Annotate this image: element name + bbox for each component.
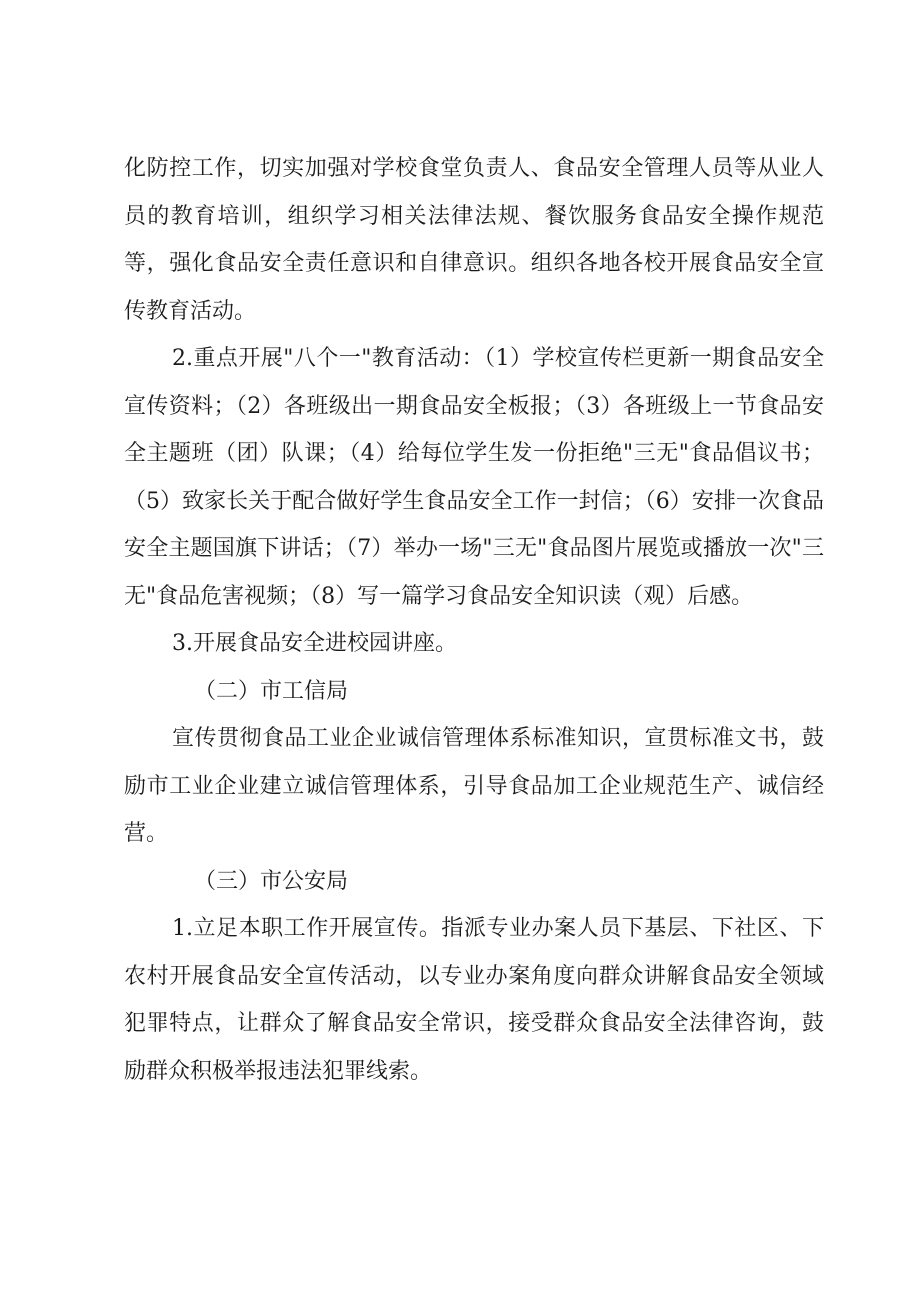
paragraph-item-3: 3.开展食品安全进校园讲座。 <box>172 631 457 656</box>
paragraph-continuation: 化防控工作，切实加强对学校食堂负责人、食品安全管理人员等从业人员的教育培训，组织学习相关法律法规、餐饮服务食品安全操作规范等，强化食品安全责任意识和自律意识。组织各地各校开展食品安全宣传教育活动。 <box>124 156 824 324</box>
section-heading-industry-bureau: （二）市工信局 <box>194 678 349 704</box>
paragraph-industry-bureau: 宣传贯彻食品工业企业诚信管理体系标准知识，宣贯标准文书，鼓励市工业企业建立诚信管理体系，引导食品加工企业规范生产、诚信经营。 <box>124 726 824 846</box>
paragraph-item-2: 2.重点开展"八个一"教育活动：（1）学校宣传栏更新一期食品安全宣传资料；（2）各班级出一期食品安全板报；（3）各班级上一节食品安全主题班（团）队课；（4）给每位学生发一份拒绝"三无"食品倡议书；（5）致家长关于配合做好学生食品安全工作一封信；（6）安排一次食品安全主题国旗下讲话；（7）举办一场"三无"食品图片展览或播放一次"三无"食品危害视频；（8）写一篇学习食品安全知识读（观）后感。 <box>124 346 824 609</box>
paragraph-public-security-item-1: 1.立足本职工作开展宣传。指派专业办案人员下基层、下社区、下农村开展食品安全宣传活动，以专业办案角度向群众讲解食品安全领域犯罪特点，让群众了解食品安全常识，接受群众食品安全法律咨询，鼓励群众积极举报违法犯罪线索。 <box>124 916 824 1084</box>
section-heading-public-security-bureau: （三）市公安局 <box>194 868 349 894</box>
document-body <box>124 145 824 1095</box>
